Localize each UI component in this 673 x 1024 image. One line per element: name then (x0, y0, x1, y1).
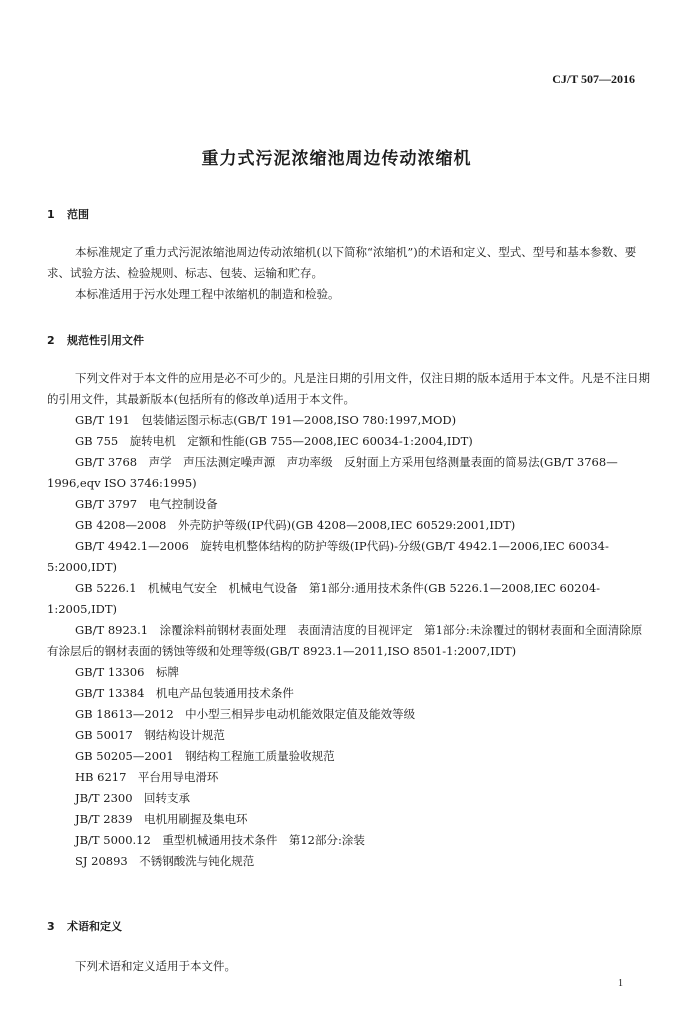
scope-paragraph-2: 本标准适用于污水处理工程中浓缩机的制造和检验。 (75, 287, 340, 301)
section-2-title: 规范性引用文件 (67, 334, 144, 347)
reference-item: GB/T 8923.1 涂覆涂料前钢材表面处理 表面清洁度的目视评定 第1部分:未涂覆过的钢材表面和全面清除原有涂层后的钢材表面的锈蚀等级和处理等级(GB/T 8923.1—2011,ISO 8501-1:2007,IDT) (47, 623, 643, 658)
section-1-number: 1 (47, 208, 55, 221)
reference-item: JB/T 2839 电机用刷握及集电环 (75, 812, 248, 826)
reference-item: GB/T 3797 电气控制设备 (75, 497, 218, 511)
scope-paragraph-1: 本标准规定了重力式污泥浓缩池周边传动浓缩机(以下简称“浓缩机”)的术语和定义、型式、型号和基本参数、要求、试验方法、检验规则、标志、包装、运输和贮存。 (47, 245, 637, 280)
page-number: 1 (618, 978, 623, 989)
standard-code: CJ/T 507—2016 (552, 72, 635, 86)
section-2-body (47, 368, 652, 872)
reference-item: GB 18613—2012 中小型三相异步电动机能效限定值及能效等级 (75, 707, 416, 721)
reference-item: JB/T 2300 回转支承 (75, 791, 191, 805)
section-3-body (47, 956, 652, 977)
section-2-heading (47, 332, 144, 348)
reference-item: SJ 20893 不锈钢酸洗与钝化规范 (75, 854, 255, 868)
reference-item: JB/T 5000.12 重型机械通用技术条件 第12部分:涂装 (75, 833, 365, 847)
reference-item: HB 6217 平台用导电滑环 (75, 770, 219, 784)
section-1-heading (47, 206, 89, 222)
section-3-number: 3 (47, 920, 55, 933)
reference-item: GB 50017 钢结构设计规范 (75, 728, 225, 742)
reference-item: GB 5226.1 机械电气安全 机械电气设备 第1部分:通用技术条件(GB 5226.1—2008,IEC 60204-1:2005,IDT) (47, 581, 601, 616)
section-2-number: 2 (47, 334, 55, 347)
document-title: 重力式污泥浓缩池周边传动浓缩机 (201, 149, 472, 169)
reference-item: GB/T 13384 机电产品包装通用技术条件 (75, 686, 294, 700)
reference-item: GB/T 191 包装储运图示标志(GB/T 191—2008,ISO 780:1997,MOD) (75, 413, 457, 427)
reference-item: GB/T 3768 声学 声压法测定噪声源 声功率级 反射面上方采用包络测量表面的简易法(GB/T 3768—1996,eqv ISO 3746:1995) (47, 455, 618, 490)
reference-item: GB/T 13306 标牌 (75, 665, 179, 679)
reference-item: GB 755 旋转电机 定额和性能(GB 755—2008,IEC 60034-1:2004,IDT) (75, 434, 473, 448)
reference-item: GB 4208—2008 外壳防护等级(IP代码)(GB 4208—2008,IEC 60529:2001,IDT) (75, 518, 516, 532)
reference-item: GB 50205—2001 钢结构工程施工质量验收规范 (75, 749, 335, 763)
reference-item: GB/T 4942.1—2006 旋转电机整体结构的防护等级(IP代码)-分级(GB/T 4942.1—2006,IEC 60034-5:2000,IDT) (47, 539, 609, 574)
section-3-heading (47, 918, 122, 934)
section-1-title: 范围 (67, 208, 89, 221)
section-3-title: 术语和定义 (67, 920, 122, 933)
terms-intro: 下列术语和定义适用于本文件。 (75, 959, 236, 973)
normative-intro: 下列文件对于本文件的应用是必不可少的。凡是注日期的引用文件，仅注日期的版本适用于本文件。凡是不注日期的引用文件，其最新版本(包括所有的修改单)适用于本文件。 (47, 371, 650, 406)
reference-list (47, 410, 652, 872)
section-1-body (47, 242, 652, 305)
